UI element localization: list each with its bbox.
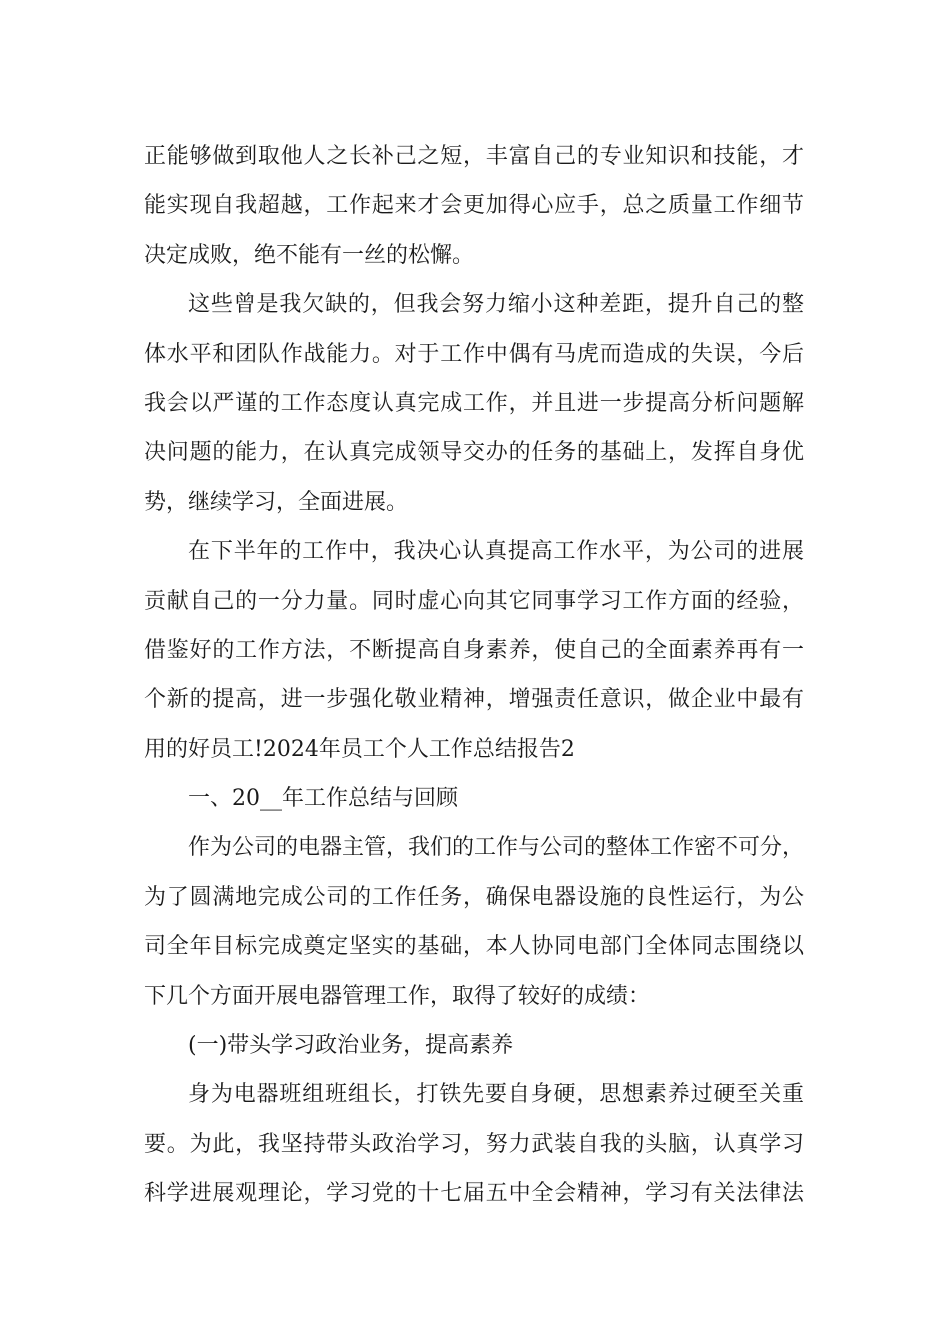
text-line: 决问题的能力，在认真完成领导交办的任务的基础上，发挥自身优 (144, 440, 804, 466)
text-line: 能实现自我超越，工作起来才会更加得心应手，总之质量工作细节 (144, 193, 804, 219)
text-line: 这些曾是我欠缺的，但我会努力缩小这种差距，提升自己的整 (188, 292, 804, 318)
text-line: 势，继续学习，全面进展。 (144, 489, 409, 515)
text-line: 一、20__年工作总结与回顾 (188, 786, 458, 812)
text-line: 我会以严谨的工作态度认真完成工作，并且进一步提高分析问题解 (144, 390, 804, 416)
text-line: 下几个方面开展电器管理工作，取得了较好的成绩： (144, 983, 651, 1009)
text-line: 身为电器班组班组长，打铁先要自身硬，思想素养过硬至关重 (188, 1082, 804, 1108)
text-line: 正能够做到取他人之长补己之短，丰富自己的专业知识和技能，才 (144, 144, 804, 169)
document-body (144, 132, 804, 1219)
text-line: 贡献自己的一分力量。同时虚心向其它同事学习工作方面的经验， (144, 588, 804, 614)
text-line: 为了圆满地完成公司的工作任务，确保电器设施的良性运行，为公 (144, 884, 804, 910)
text-line: 要。为此，我坚持带头政治学习，努力武装自我的头脑，认真学习 (144, 1131, 804, 1157)
text-line: 借鉴好的工作方法，不断提高自身素养，使自己的全面素养再有一 (144, 637, 804, 663)
text-line: 个新的提高，进一步强化敬业精神，增强责任意识，做企业中最有 (144, 687, 804, 713)
text-line: 作为公司的电器主管，我们的工作与公司的整体工作密不可分， (188, 835, 805, 861)
text-line: 体水平和团队作战能力。对于工作中偶有马虎而造成的失误，今后 (144, 341, 804, 367)
text-line: 在下半年的工作中，我决心认真提高工作水平，为公司的进展 (188, 539, 804, 565)
text-line: (一)带头学习政治业务，提高素养 (188, 1033, 514, 1059)
text-line: 科学进展观理论，学习党的十七届五中全会精神，学习有关法律法 (144, 1181, 804, 1207)
text-line: 用的好员工!2024年员工个人工作总结报告2 (144, 736, 575, 762)
text-line: 决定成败，绝不能有一丝的松懈。 (144, 242, 475, 268)
text-line: 司全年目标完成奠定坚实的基础，本人协同电部门全体同志围绕以 (144, 934, 804, 960)
